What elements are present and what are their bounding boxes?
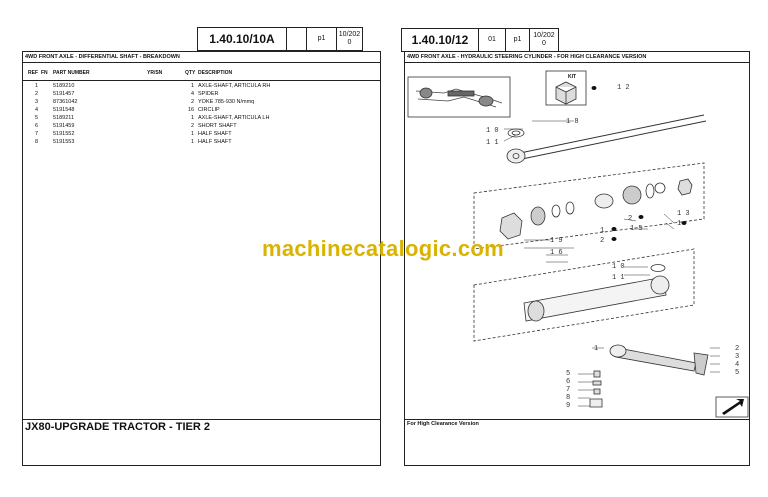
left-page-number: p1 xyxy=(306,27,337,51)
row-ref: 3 xyxy=(35,99,39,105)
callout-15: 1 5 xyxy=(630,225,643,233)
row-part: 5191553 xyxy=(53,139,75,145)
callout-left-8: 8 xyxy=(566,394,571,402)
ball-joint xyxy=(694,353,708,375)
callout-1-b: 1 xyxy=(600,227,605,235)
row-qty: 16 xyxy=(188,107,195,113)
table-row xyxy=(22,83,381,91)
callout-10-lower: 1 0 xyxy=(612,263,625,271)
lock-nut xyxy=(678,179,692,195)
row-desc: CIRCLIP xyxy=(198,107,220,113)
row-desc: HALF SHAFT xyxy=(198,139,232,145)
row-ref: 6 xyxy=(35,123,39,129)
watermark-text: machinecatalogic.com xyxy=(262,236,504,261)
row-qty: 1 xyxy=(191,139,195,145)
row-qty: 2 xyxy=(191,123,195,129)
right-footer-divider xyxy=(404,419,750,420)
barrel-head-left xyxy=(528,301,544,321)
row-ref: 4 xyxy=(35,107,39,113)
right-page-revision: 01 xyxy=(478,28,506,52)
callout-19: 1 9 xyxy=(550,237,563,245)
piston-rod xyxy=(520,115,706,159)
col-part-number: PART NUMBER xyxy=(53,70,90,76)
piston xyxy=(623,186,641,204)
kit-dot xyxy=(612,237,617,241)
right-page-code: 1.40.10/12 xyxy=(401,28,479,52)
callout-11-upper: 1 1 xyxy=(486,139,499,147)
table-row xyxy=(22,139,381,147)
row-desc: SHORT SHAFT xyxy=(198,123,237,129)
o-ring-a xyxy=(552,205,560,217)
right-page-number: p1 xyxy=(505,28,530,52)
left-title-divider xyxy=(22,62,381,63)
col-description: DESCRIPTION xyxy=(198,70,233,76)
left-footer-title: JX80-UPGRADE TRACTOR - TIER 2 xyxy=(25,421,210,433)
callout-2-a: 2 xyxy=(628,215,633,223)
seal-kit-ring xyxy=(595,194,613,208)
row-part: 5189211 xyxy=(53,115,75,121)
callout-left-9: 9 xyxy=(566,402,571,410)
table-row xyxy=(22,99,381,107)
row-ref: 1 xyxy=(35,83,39,89)
left-page-blank-cell xyxy=(286,27,307,51)
row-part: 87361042 xyxy=(53,99,78,105)
retaining-ring xyxy=(655,183,665,193)
row-desc: YOKE 785-930 N/mmq xyxy=(198,99,255,105)
callout-right-3: 3 xyxy=(735,353,740,361)
callout-18: 1 8 xyxy=(566,118,579,126)
left-page-date: 10/202 0 xyxy=(336,27,363,51)
cylinder-barrel xyxy=(524,277,666,321)
callout-left-5: 5 xyxy=(566,370,571,378)
callout-11-lower: 1 1 xyxy=(612,274,625,282)
callout-left-6: 6 xyxy=(566,378,571,386)
callout-2-b: 2 xyxy=(600,237,605,245)
table-row xyxy=(22,91,381,99)
col-fn: FN xyxy=(41,70,48,76)
fitting-2 xyxy=(593,381,601,385)
col-ref: REF xyxy=(28,70,38,76)
row-part: 5189210 xyxy=(53,83,75,89)
kit-cube-icon xyxy=(556,82,576,104)
callout-1-c: 1 xyxy=(594,345,599,353)
assembled-cylinder xyxy=(616,348,696,371)
row-qty: 4 xyxy=(191,91,195,97)
left-page-title: 4WD FRONT AXLE - DIFFERENTIAL SHAFT - BREAKDOWN xyxy=(25,54,180,60)
row-ref: 8 xyxy=(35,139,39,145)
left-footer-divider xyxy=(22,419,381,420)
kit-label: KIT xyxy=(568,74,577,80)
fitting-1 xyxy=(594,371,600,377)
row-desc: SPIDER xyxy=(198,91,219,97)
row-qty: 1 xyxy=(191,83,195,89)
callout-13: 1 3 xyxy=(677,210,690,218)
rod-end-eye xyxy=(507,149,525,163)
right-page-date: 10/202 0 xyxy=(529,28,559,52)
row-qty: 1 xyxy=(191,115,195,121)
row-ref: 7 xyxy=(35,131,39,137)
kit-dot xyxy=(682,221,687,225)
piston-seal xyxy=(646,184,654,198)
row-desc: AXLE-SHAFT, ARTICULA RH xyxy=(198,83,271,89)
table-row xyxy=(22,131,381,139)
left-page-code: 1.40.10/10A xyxy=(197,27,287,51)
table-row xyxy=(22,123,381,131)
row-ref: 5 xyxy=(35,115,39,121)
callout-right-4: 4 xyxy=(735,361,740,369)
callout-10-upper: 1 0 xyxy=(486,127,499,135)
parts-table xyxy=(22,83,381,153)
kit-dot xyxy=(639,215,644,219)
col-qty: QTY xyxy=(185,70,196,76)
row-part: 5191548 xyxy=(53,107,75,113)
callout-right-2: 2 xyxy=(735,345,740,353)
fitting-3 xyxy=(594,389,600,394)
thumbnail-cylinder xyxy=(448,91,474,96)
left-header-divider xyxy=(22,80,381,81)
callout-left-7: 7 xyxy=(566,386,571,394)
col-yrsn: YR/SN xyxy=(147,70,163,76)
row-part: 5191459 xyxy=(53,123,75,129)
callout-1-a: 1 xyxy=(677,220,682,228)
right-page-title: 4WD FRONT AXLE - HYDRAULIC STEERING CYLINDER - FOR HIGH CLEARANCE VERSION xyxy=(407,54,647,60)
callout-16: 1 6 xyxy=(550,249,563,257)
kit-dot xyxy=(592,86,597,90)
row-part: 5191457 xyxy=(53,91,75,97)
callout-12: 1 2 xyxy=(617,84,630,92)
kit-dot xyxy=(612,227,617,231)
left-column-headers xyxy=(22,70,381,78)
thumbnail-hub-left xyxy=(420,88,432,98)
row-ref: 2 xyxy=(35,91,39,97)
o-ring-b xyxy=(566,202,574,214)
row-qty: 1 xyxy=(191,131,195,137)
fitting-bracket xyxy=(590,399,602,407)
barrel-eye xyxy=(651,276,669,294)
seal-ring-top xyxy=(508,129,524,137)
barrel-ring xyxy=(651,265,665,272)
row-qty: 2 xyxy=(191,99,195,105)
row-desc: AXLE-SHAFT, ARTICULA LH xyxy=(198,115,270,121)
assembled-cylinder-eye xyxy=(610,345,626,357)
table-row xyxy=(22,115,381,123)
callout-right-5: 5 xyxy=(735,369,740,377)
right-footer-note: For High Clearance Version xyxy=(407,421,479,427)
row-part: 5191552 xyxy=(53,131,75,137)
thumbnail-hub-right xyxy=(479,96,493,106)
table-row xyxy=(22,107,381,115)
bushing xyxy=(531,207,545,225)
row-desc: HALF SHAFT xyxy=(198,131,232,137)
